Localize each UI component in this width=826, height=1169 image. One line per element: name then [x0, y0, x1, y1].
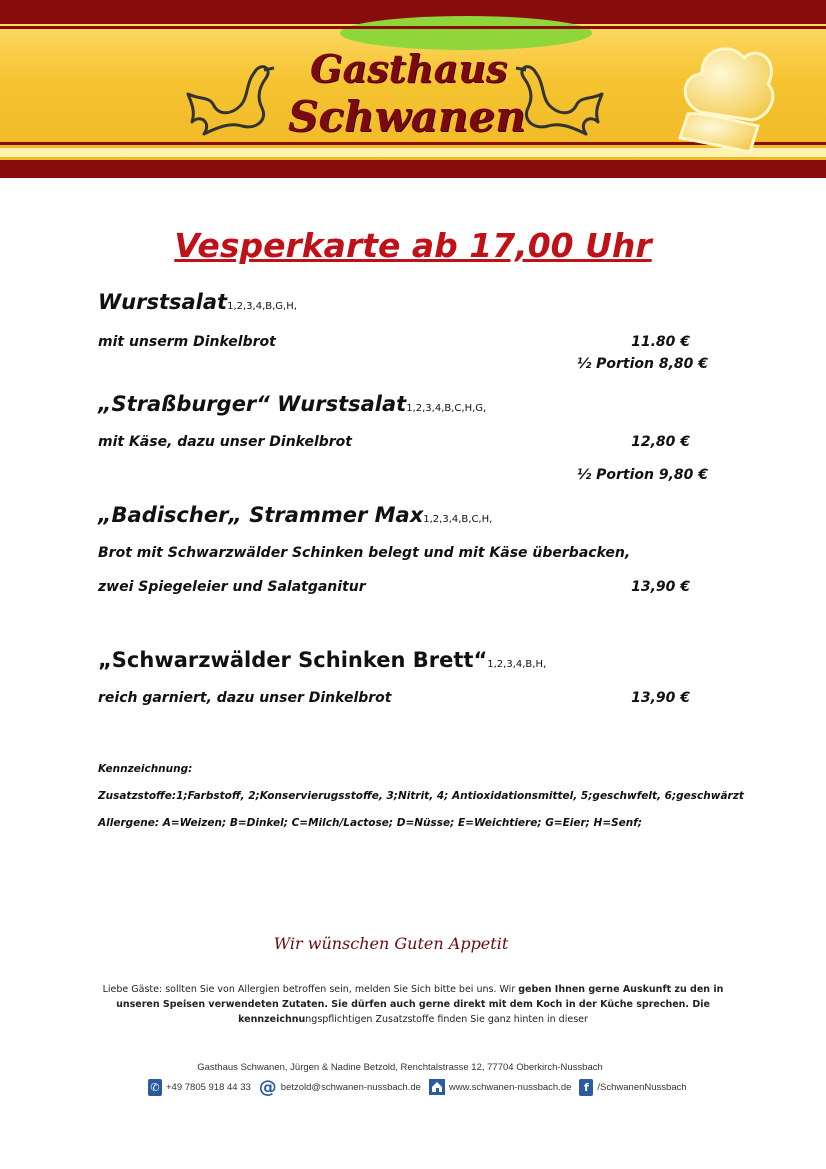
dish-description: mit unserm Dinkelbrot [98, 334, 276, 350]
allergen-codes: 1,2,3,4,B,C,H,G, [406, 403, 487, 414]
contact-bar [148, 1076, 695, 1098]
legend-additives: Zusatzstoffe:1;Farbstoff, 2;Konservierugsstoffe, 3;Nitrit, 4; Antioxidationsmittel, 5;geschwfelt, 6;geschwärzt [98, 790, 744, 802]
guest-note-part1: Liebe Gäste: sollten Sie von Allergien betroffen sein, melden Sie Sich bitte bei uns. Wir [102, 984, 519, 995]
half-portion-price: ½ Portion 8,80 € [576, 356, 708, 372]
dish-price: 12,80 € [631, 434, 690, 450]
dish-description-line2: zwei Spiegeleier und Salatganitur [98, 579, 366, 595]
guest-note [100, 982, 726, 1027]
allergen-codes: 1,2,3,4,B,C,H, [423, 514, 493, 525]
at-icon: @ [258, 1076, 277, 1098]
allergen-codes: 1,2,3,4,B,H, [487, 659, 547, 670]
dish-title: „Straßburger“ Wurstsalat [98, 392, 407, 416]
dish-name [98, 503, 492, 527]
greeting: Wir wünschen Guten Appetit [273, 934, 509, 953]
facebook-icon: f [579, 1079, 593, 1096]
dish-price: 11.80 € [631, 334, 690, 350]
dish-price: 13,90 € [631, 579, 690, 595]
logo-text-line2: Schwanen [288, 92, 526, 141]
dish-name [98, 648, 546, 672]
dish-price: 13,90 € [631, 690, 690, 706]
green-arc-decoration [340, 16, 592, 50]
guest-note-part3: ngspflichtigen Zusatzstoffe finden Sie ganz hinten in dieser [305, 1014, 588, 1025]
allergen-codes: 1,2,3,4,B,G,H, [227, 301, 297, 312]
address: Gasthaus Schwanen, Jürgen & Nadine Betzold, Renchtalstrasse 12, 77704 Oberkirch-Nussbach [197, 1062, 603, 1073]
legend-heading: Kennzeichnung: [98, 763, 193, 775]
legend-allergens: Allergene: A=Weizen; B=Dinkel; C=Milch/Lactose; D=Nüsse; E=Weichtiere; G=Eier; H=Senf; [98, 817, 643, 829]
website-link[interactable] [429, 1079, 572, 1095]
menu-title: Vesperkarte ab 17,00 Uhr [174, 226, 652, 265]
half-portion-price: ½ Portion 9,80 € [576, 467, 708, 483]
dish-name [98, 290, 297, 314]
phone-number: +49 7805 918 44 33 [166, 1081, 251, 1093]
dish-title: „Badischer„ Strammer Max [98, 503, 424, 527]
swan-left-icon [186, 56, 282, 136]
dish-name [98, 392, 486, 416]
facebook-handle: /SchwanenNussbach [597, 1081, 687, 1093]
dish-title: „Schwarzwälder Schinken Brett“ [98, 648, 488, 672]
dish-description-line1: Brot mit Schwarzwälder Schinken belegt und mit Käse überbacken, [98, 545, 631, 561]
phone-contact[interactable] [148, 1079, 251, 1096]
email-address: betzold@schwanen-nussbach.de [280, 1081, 421, 1093]
dish-title: Wurstsalat [98, 290, 228, 314]
header-banner [0, 0, 826, 178]
home-icon [429, 1079, 445, 1095]
facebook-link[interactable] [579, 1079, 686, 1096]
dish-description: mit Käse, dazu unser Dinkelbrot [98, 434, 352, 450]
phone-icon: ✆ [148, 1079, 162, 1096]
dish-description: reich garniert, dazu unser Dinkelbrot [98, 690, 392, 706]
chef-hat-icon [660, 22, 780, 154]
banner-bottom-band [0, 160, 826, 178]
guest-note-part2: geben Ihnen gerne Auskunft zu den in unseren Speisen verwendeten Zutaten. Sie dürfen auch gerne direkt mit dem Koch in der Küche sprechen. Die kennzeichnu [116, 984, 724, 1025]
logo-text-line1: Gasthaus [310, 46, 508, 91]
email-contact[interactable] [259, 1077, 421, 1098]
website-url: www.schwanen-nussbach.de [448, 1081, 572, 1093]
